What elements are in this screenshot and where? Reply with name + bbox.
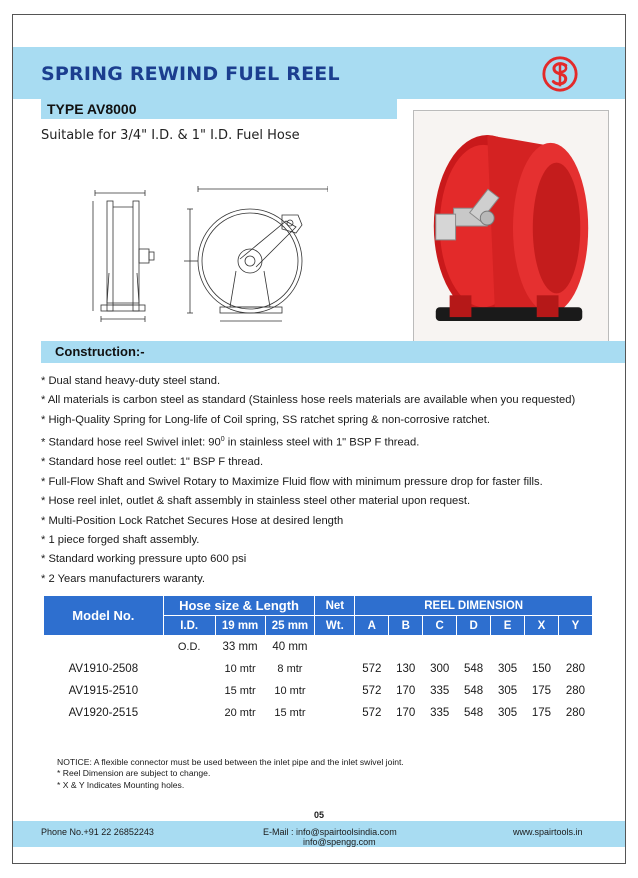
page-title: SPRING REWIND FUEL REEL xyxy=(41,63,340,85)
model-no-header: Model No. xyxy=(44,596,164,636)
footer-website-link[interactable]: www.spairtools.in xyxy=(513,827,583,837)
page-number: 05 xyxy=(313,810,324,820)
net-wt-header: Wt. xyxy=(315,616,355,636)
dim-cell: 572 xyxy=(355,658,389,680)
net-header: Net xyxy=(315,596,355,616)
footer-band xyxy=(13,821,625,847)
dim-col-b: B xyxy=(389,616,423,636)
feature-item: * Dual stand heavy-duty steel stand. xyxy=(41,375,221,387)
footer-phone: Phone No.+91 22 26852243 xyxy=(41,827,154,837)
feature-item: * Standard working pressure upto 600 psi xyxy=(41,553,247,566)
od-40mm: 40 mm xyxy=(265,636,315,658)
dim-cell: 175 xyxy=(525,680,559,702)
model-cell: AV1920-2515 xyxy=(44,702,164,724)
dim-col-d: D xyxy=(457,616,491,636)
degree-superscript: 0 xyxy=(220,436,225,444)
length-cell: 8 mtr xyxy=(265,658,315,680)
construction-band xyxy=(41,341,625,363)
reel-dimension-header: REEL DIMENSION xyxy=(355,596,593,616)
table-row xyxy=(44,702,593,724)
dim-cell: 280 xyxy=(558,680,592,702)
product-photo xyxy=(413,110,609,347)
feature-item: * Standard hose reel Swivel inlet: $90^0$ in stainless steel with 1" BSP F thread. xyxy=(41,436,420,449)
feature-item: * 1 piece forged shaft assembly. xyxy=(41,533,200,546)
dim-col-c: C xyxy=(423,616,457,636)
length-cell: 15 mtr xyxy=(215,680,265,702)
od-33mm: 33 mm xyxy=(215,636,265,658)
sp-logo-icon xyxy=(541,55,579,93)
model-cell: AV1910-2508 xyxy=(44,658,164,680)
feature-item: * Full-Flow Shaft and Swivel Rotary to Maximize Fluid flow with minimum pressure drop for faster fills. xyxy=(41,475,543,488)
suitable-text: Suitable for 3/4" I.D. & 1" I.D. Fuel Hose xyxy=(41,128,300,143)
footer-email-secondary[interactable]: info@spengg.com xyxy=(303,837,376,847)
size-25mm: 25 mm xyxy=(265,616,315,636)
hose-size-header: Hose size & Length xyxy=(163,596,315,616)
notice-block xyxy=(57,757,404,791)
dim-cell: 170 xyxy=(389,702,423,724)
size-19mm: 19 mm xyxy=(215,616,265,636)
dim-cell: 548 xyxy=(457,658,491,680)
dim-cell: 280 xyxy=(558,658,592,680)
front-view-drawing xyxy=(178,167,328,327)
feature-item: * All materials is carbon steel as standard (Stainless hose reels materials are available when you requested) xyxy=(41,394,576,407)
type-band xyxy=(41,99,397,119)
feature-item: * High-Quality Spring for Long-life of Coil spring, SS ratchet spring & non-corrosive ratchet. xyxy=(41,413,490,426)
length-cell: 10 mtr xyxy=(265,680,315,702)
od-row xyxy=(44,636,593,658)
dim-cell: 175 xyxy=(525,702,559,724)
construction-label: Construction:- xyxy=(55,344,145,359)
dim-cell: 305 xyxy=(491,702,525,724)
dim-cell: 130 xyxy=(389,658,423,680)
dim-cell: 150 xyxy=(525,658,559,680)
dim-cell: 280 xyxy=(558,702,592,724)
page-frame xyxy=(12,14,626,864)
notice-line: NOTICE: A flexible connector must be used between the inlet pipe and the inlet swivel joint. xyxy=(57,757,404,767)
side-view-drawing xyxy=(83,173,183,323)
dim-cell: 548 xyxy=(457,702,491,724)
id-label: I.D. xyxy=(163,616,215,636)
od-label: O.D. xyxy=(163,636,215,658)
length-cell: 10 mtr xyxy=(215,658,265,680)
dim-cell: 335 xyxy=(423,680,457,702)
dim-cell: 305 xyxy=(491,658,525,680)
dim-cell: 300 xyxy=(423,658,457,680)
feature-item: * Standard hose reel outlet: 1" BSP F thread. xyxy=(41,456,264,469)
table-row xyxy=(44,658,593,680)
table-row xyxy=(44,680,593,702)
dim-cell: 548 xyxy=(457,680,491,702)
dim-cell: 572 xyxy=(355,702,389,724)
notice-line: * X & Y Indicates Mounting holes. xyxy=(57,779,185,790)
type-label: TYPE AV8000 xyxy=(47,101,137,117)
feature-item: * 2 Years manufacturers waranty. xyxy=(41,572,205,585)
dim-cell: 572 xyxy=(355,680,389,702)
notice-line: * Reel Dimension are subject to change. xyxy=(57,768,211,779)
feature-item: * Hose reel inlet, outlet & shaft assembly in stainless steel other material upon request. xyxy=(41,495,471,508)
dim-cell: 305 xyxy=(491,680,525,702)
length-cell: 20 mtr xyxy=(215,702,265,724)
length-cell: 15 mtr xyxy=(265,702,315,724)
spec-table xyxy=(43,595,593,724)
header-band xyxy=(13,47,625,99)
dim-cell: 335 xyxy=(423,702,457,724)
feature-item: * Multi-Position Lock Ratchet Secures Hose at desired length xyxy=(41,514,344,527)
dim-col-x: X xyxy=(525,616,559,636)
dim-col-y: Y xyxy=(558,616,592,636)
dim-col-a: A xyxy=(355,616,389,636)
footer-email[interactable]: E-Mail : info@spairtoolsindia.com xyxy=(263,827,397,837)
dim-col-e: E xyxy=(491,616,525,636)
model-cell: AV1915-2510 xyxy=(44,680,164,702)
dim-cell: 170 xyxy=(389,680,423,702)
feature-list xyxy=(41,372,621,589)
